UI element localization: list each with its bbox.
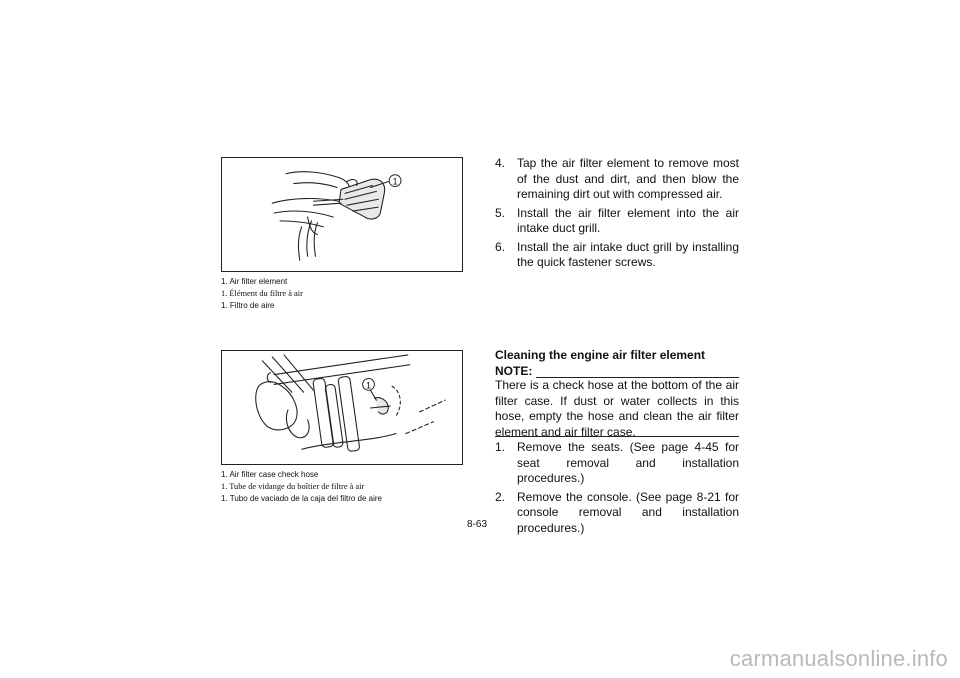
step-text: Install the air intake duct grill by installing the quick fastener screws. — [517, 239, 739, 269]
caption-en: 1. Air filter case check hose — [221, 470, 319, 479]
note-header — [495, 364, 739, 378]
step-number: 5. — [495, 205, 506, 220]
section-heading: Cleaning the engine air filter element — [495, 348, 706, 362]
check-hose-illustration — [222, 351, 462, 464]
steps-list-top — [495, 156, 739, 274]
step-item — [495, 206, 739, 237]
figure-check-hose — [221, 350, 463, 465]
note-text: There is a check hose at the bottom of the air filter case. If dust or water collects in this hose, empty the hose and clean the air filter element and air filter case. — [495, 378, 739, 439]
caption-es: 1. Tubo de vaciado de la caja del filtro de aire — [221, 494, 382, 503]
step-item — [495, 156, 739, 203]
step-text: Remove the console. (See page 8-21 for console removal and installation procedures.) — [517, 489, 739, 535]
step-number: 2. — [495, 489, 506, 504]
step-number: 4. — [495, 156, 506, 170]
note-divider — [536, 367, 739, 378]
caption-fr: 1. Tube de vidange du boîtier de filtre à air — [221, 482, 365, 491]
step-number: 1. — [495, 440, 506, 454]
caption-en: 1. Air filter element — [221, 277, 288, 286]
figure-air-filter-element — [221, 157, 463, 272]
figure1-caption — [221, 276, 471, 312]
step-text: Tap the air filter element to remove most of the dust and dirt, and then blow the remaining dirt out with compressed air. — [517, 156, 739, 201]
step-text: Install the air filter element into the air intake duct grill. — [517, 205, 739, 235]
note-label: NOTE: — [495, 364, 533, 378]
step-number: 6. — [495, 239, 506, 254]
note-end-divider — [495, 436, 739, 437]
callout-number: 1 — [366, 380, 371, 391]
caption-es: 1. Filtro de aire — [221, 301, 275, 310]
steps-list-bottom — [495, 440, 739, 539]
page-number: 8-63 — [467, 519, 488, 530]
caption-fr: 1. Élément du filtre à air — [221, 289, 303, 298]
step-text: Remove the seats. (See page 4-45 for seat removal and installation procedures.) — [517, 440, 739, 485]
step-item — [495, 440, 739, 487]
step-item — [495, 490, 739, 537]
step-item — [495, 240, 739, 271]
figure2-caption — [221, 469, 471, 505]
watermark: carmanualsonline.info — [729, 646, 948, 671]
callout-number: 1 — [392, 176, 398, 187]
air-filter-illustration — [222, 158, 462, 271]
